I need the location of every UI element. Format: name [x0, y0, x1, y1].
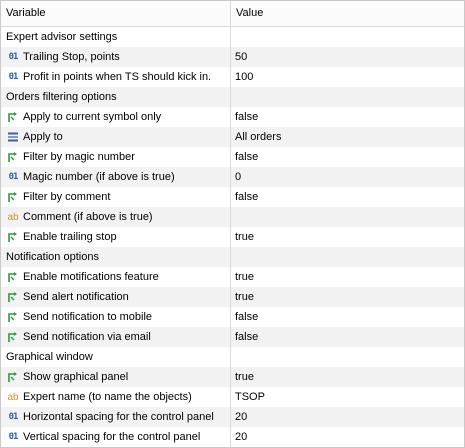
value-cell[interactable]	[231, 387, 464, 407]
parameter-row[interactable]	[1, 127, 464, 147]
variable-cell[interactable]	[1, 207, 231, 227]
variable-label: Apply to	[23, 131, 63, 143]
value-cell	[231, 27, 464, 47]
parameter-row[interactable]	[1, 407, 464, 427]
variable-cell[interactable]	[1, 267, 231, 287]
value-text: false	[235, 191, 259, 203]
parameter-row[interactable]	[1, 167, 464, 187]
variable-label: Enable motifications feature	[23, 271, 159, 283]
parameter-row[interactable]	[1, 207, 464, 227]
variable-cell[interactable]	[1, 67, 231, 87]
variable-label: Filter by magic number	[23, 151, 135, 163]
int-type-icon: 01	[8, 72, 18, 82]
variable-cell	[1, 247, 231, 267]
bool-type-icon	[6, 230, 20, 244]
section-header-row	[1, 247, 464, 267]
value-cell[interactable]	[231, 147, 464, 167]
variable-label: Trailing Stop, points	[23, 51, 120, 63]
string-type-icon: ab	[7, 391, 19, 403]
parameter-row[interactable]	[1, 287, 464, 307]
variable-cell[interactable]	[1, 147, 231, 167]
variable-label: Send notification via email	[23, 331, 151, 343]
parameter-row[interactable]	[1, 427, 464, 447]
value-text: true	[235, 231, 254, 243]
variable-cell[interactable]	[1, 47, 231, 67]
bool-type-icon	[6, 330, 20, 344]
variable-label: Send alert notification	[23, 291, 129, 303]
value-text: 0	[235, 171, 242, 183]
parameter-row[interactable]	[1, 307, 464, 327]
section-label: Orders filtering options	[6, 91, 117, 103]
variable-label: Profit in points when TS should kick in.	[23, 71, 212, 83]
value-text: TSOP	[235, 391, 265, 403]
bool-type-icon	[6, 310, 20, 324]
parameter-row[interactable]	[1, 67, 464, 87]
parameter-row[interactable]	[1, 267, 464, 287]
int-type-icon: 01	[8, 412, 18, 422]
variable-cell[interactable]	[1, 107, 231, 127]
variable-label: Filter by comment	[23, 191, 111, 203]
variable-cell[interactable]	[1, 427, 231, 447]
value-text: false	[235, 151, 259, 163]
value-text: 50	[235, 51, 248, 63]
value-cell	[231, 247, 464, 267]
variable-label: Send notification to mobile	[23, 311, 153, 323]
bool-type-icon	[6, 290, 20, 304]
section-header-row	[1, 347, 464, 367]
value-text: true	[235, 371, 254, 383]
bool-type-icon	[6, 270, 20, 284]
parameter-row[interactable]	[1, 187, 464, 207]
parameter-row[interactable]	[1, 147, 464, 167]
value-text: false	[235, 311, 259, 323]
value-text: false	[235, 331, 259, 343]
variable-label: Horizontal spacing for the control panel	[23, 411, 214, 423]
value-text: 100	[235, 71, 254, 83]
value-cell[interactable]	[231, 327, 464, 347]
table-body	[1, 27, 464, 447]
value-cell[interactable]	[231, 187, 464, 207]
variable-cell[interactable]	[1, 287, 231, 307]
parameter-row[interactable]	[1, 387, 464, 407]
value-cell[interactable]	[231, 407, 464, 427]
parameter-row[interactable]	[1, 47, 464, 67]
section-header-row	[1, 27, 464, 47]
variable-cell[interactable]	[1, 307, 231, 327]
section-label: Graphical window	[6, 351, 93, 363]
variable-cell[interactable]	[1, 367, 231, 387]
value-text: All orders	[235, 131, 282, 143]
value-cell[interactable]	[231, 287, 464, 307]
int-type-icon: 01	[8, 172, 18, 182]
string-type-icon: ab	[7, 211, 19, 223]
parameter-row[interactable]	[1, 227, 464, 247]
value-cell[interactable]	[231, 67, 464, 87]
bool-type-icon	[6, 190, 20, 204]
value-cell[interactable]	[231, 127, 464, 147]
enum-type-icon	[6, 130, 20, 144]
variable-cell[interactable]	[1, 167, 231, 187]
value-cell[interactable]	[231, 427, 464, 447]
section-header-row	[1, 87, 464, 107]
section-label: Notification options	[6, 251, 99, 263]
value-cell[interactable]	[231, 307, 464, 327]
value-text: true	[235, 271, 254, 283]
variable-cell[interactable]	[1, 187, 231, 207]
variable-label: Enable trailing stop	[23, 231, 117, 243]
variable-cell[interactable]	[1, 407, 231, 427]
column-header-value[interactable]: Value	[236, 7, 264, 19]
value-text: false	[235, 111, 259, 123]
value-cell	[231, 87, 464, 107]
section-label: Expert advisor settings	[6, 31, 118, 43]
variable-label: Magic number (if above is true)	[23, 171, 175, 183]
variable-label: Expert name (to name the objects)	[23, 391, 192, 403]
variable-cell	[1, 27, 231, 47]
bool-type-icon	[6, 110, 20, 124]
table-header	[1, 1, 464, 27]
value-text: 20	[235, 411, 248, 423]
value-cell[interactable]	[231, 47, 464, 67]
value-cell[interactable]	[231, 107, 464, 127]
value-text: true	[235, 291, 254, 303]
value-text: 20	[235, 431, 248, 443]
parameter-row[interactable]	[1, 107, 464, 127]
value-cell[interactable]	[231, 227, 464, 247]
variable-cell	[1, 347, 231, 367]
value-cell[interactable]	[231, 267, 464, 287]
variable-cell[interactable]	[1, 227, 231, 247]
parameter-row[interactable]	[1, 367, 464, 387]
bool-type-icon	[6, 370, 20, 384]
value-cell	[231, 347, 464, 367]
variable-cell[interactable]	[1, 127, 231, 147]
variable-label: Show graphical panel	[23, 371, 129, 383]
parameter-row[interactable]	[1, 327, 464, 347]
column-header-variable[interactable]: Variable	[1, 1, 231, 26]
variable-label: Vertical spacing for the control panel	[23, 431, 201, 443]
value-cell[interactable]	[231, 207, 464, 227]
variable-label: Comment (if above is true)	[23, 211, 153, 223]
variable-label: Apply to current symbol only	[23, 111, 162, 123]
variable-cell[interactable]	[1, 387, 231, 407]
int-type-icon: 01	[8, 432, 18, 442]
int-type-icon: 01	[8, 52, 18, 62]
variable-cell[interactable]	[1, 327, 231, 347]
value-cell[interactable]	[231, 167, 464, 187]
value-cell[interactable]	[231, 367, 464, 387]
bool-type-icon	[6, 150, 20, 164]
variable-cell	[1, 87, 231, 107]
